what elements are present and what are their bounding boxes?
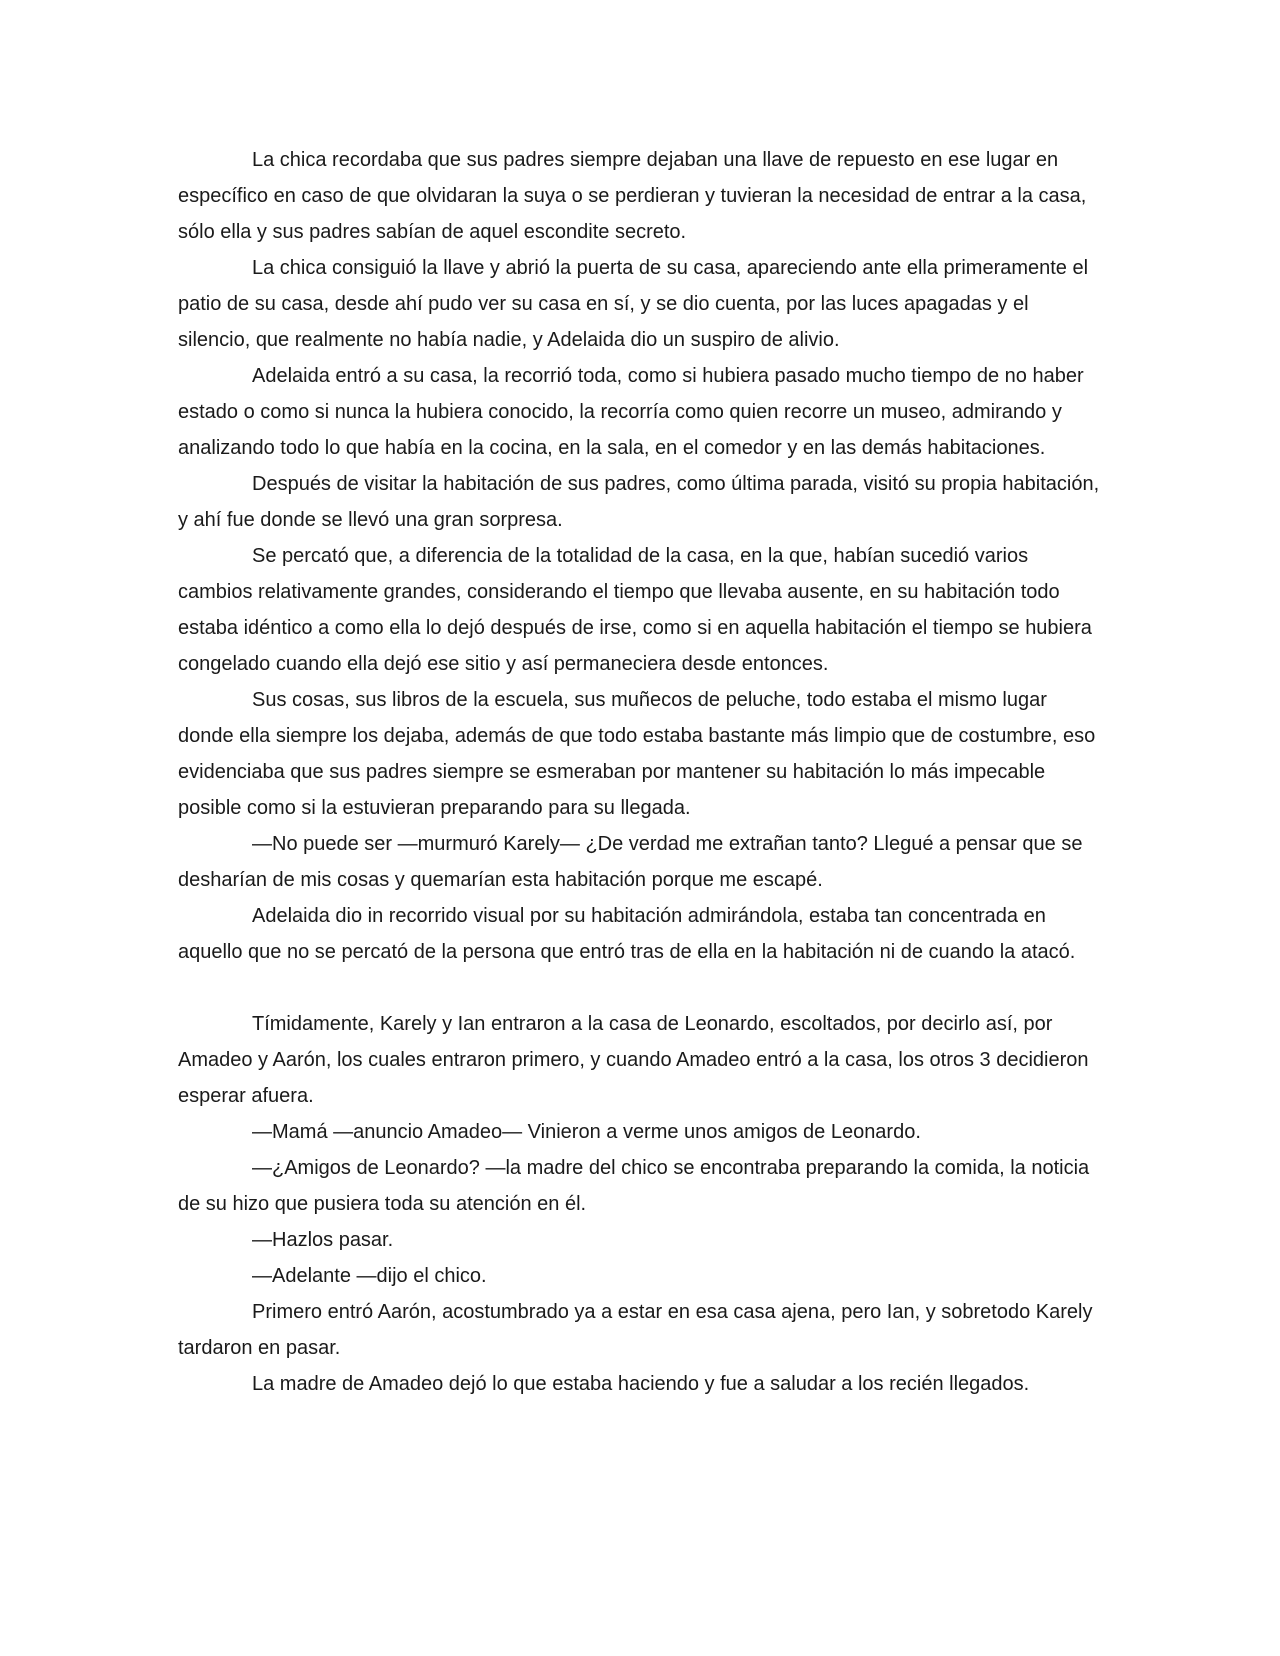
paragraph: La madre de Amadeo dejó lo que estaba haciendo y fue a saludar a los recién llegados.	[252, 1373, 1030, 1395]
paragraph: —Adelante —dijo el chico.	[252, 1265, 487, 1287]
paragraph: Después de visitar la habitación de sus padres, como última parada, visitó su propia habitación, y ahí fue donde se llevó una gran sorpresa.	[178, 473, 1100, 531]
paragraph: La chica consiguió la llave y abrió la puerta de su casa, apareciendo ante ella primeramente el patio de su casa, desde ahí pudo ver su casa en sí, y se dio cuenta, por las luces apagadas y el silencio, que realmente no había nadie, y Adelaida dio un suspiro de alivio.	[178, 257, 1089, 351]
paragraph: Sus cosas, sus libros de la escuela, sus muñecos de peluche, todo estaba el mismo lugar donde ella siempre los dejaba, además de que todo estaba bastante más limpio que de costumbre, eso evidenciaba que sus padres siempre se esmeraban por mantener su habitación lo más impecable posible como si la estuvieran preparando para su llegada.	[178, 689, 1096, 819]
body-text	[178, 142, 1102, 1402]
paragraph: Adelaida entró a su casa, la recorrió toda, como si hubiera pasado mucho tiempo de no haber estado o como si nunca la hubiera conocido, la recorría como quien recorre un museo, admirando y analizando todo lo que había en la cocina, en la sala, en el comedor y en las demás habitaciones.	[178, 365, 1084, 459]
paragraph: Primero entró Aarón, acostumbrado ya a estar en esa casa ajena, pero Ian, y sobretodo Karely tardaron en pasar.	[178, 1301, 1093, 1359]
paragraph: —¿Amigos de Leonardo? —la madre del chico se encontraba preparando la comida, la noticia de su hizo que pusiera toda su atención en él.	[178, 1157, 1090, 1215]
paragraph: —Mamá —anuncio Amadeo— Vinieron a verme unos amigos de Leonardo.	[252, 1121, 921, 1143]
paragraph: Se percató que, a diferencia de la totalidad de la casa, en la que, habían sucedió varios cambios relativamente grandes, considerando el tiempo que llevaba ausente, en su habitación todo estaba idéntico a como ella lo dejó después de irse, como si en aquella habitación el tiempo se hubiera congelado cuando ella dejó ese sitio y así permaneciera desde entonces.	[178, 545, 1092, 675]
paragraph: —No puede ser —murmuró Karely— ¿De verdad me extrañan tanto? Llegué a pensar que se desharían de mis cosas y quemarían esta habitación porque me escapé.	[178, 833, 1083, 891]
paragraph: La chica recordaba que sus padres siempre dejaban una llave de repuesto en ese lugar en específico en caso de que olvidaran la suya o se perdieran y tuvieran la necesidad de entrar a la casa, sólo ella y sus padres sabían de aquel escondite secreto.	[178, 149, 1087, 243]
scene-break	[178, 970, 1102, 1006]
paragraph: Tímidamente, Karely y Ian entraron a la casa de Leonardo, escoltados, por decirlo así, por Amadeo y Aarón, los cuales entraron primero, y cuando Amadeo entró a la casa, los otros 3 decidieron esperar afuera.	[178, 1013, 1089, 1107]
paragraph: —Hazlos pasar.	[252, 1229, 394, 1251]
paragraph: Adelaida dio in recorrido visual por su habitación admirándola, estaba tan concentrada en aquello que no se percató de la persona que entró tras de ella en la habitación ni de cuando la atacó.	[178, 905, 1076, 963]
